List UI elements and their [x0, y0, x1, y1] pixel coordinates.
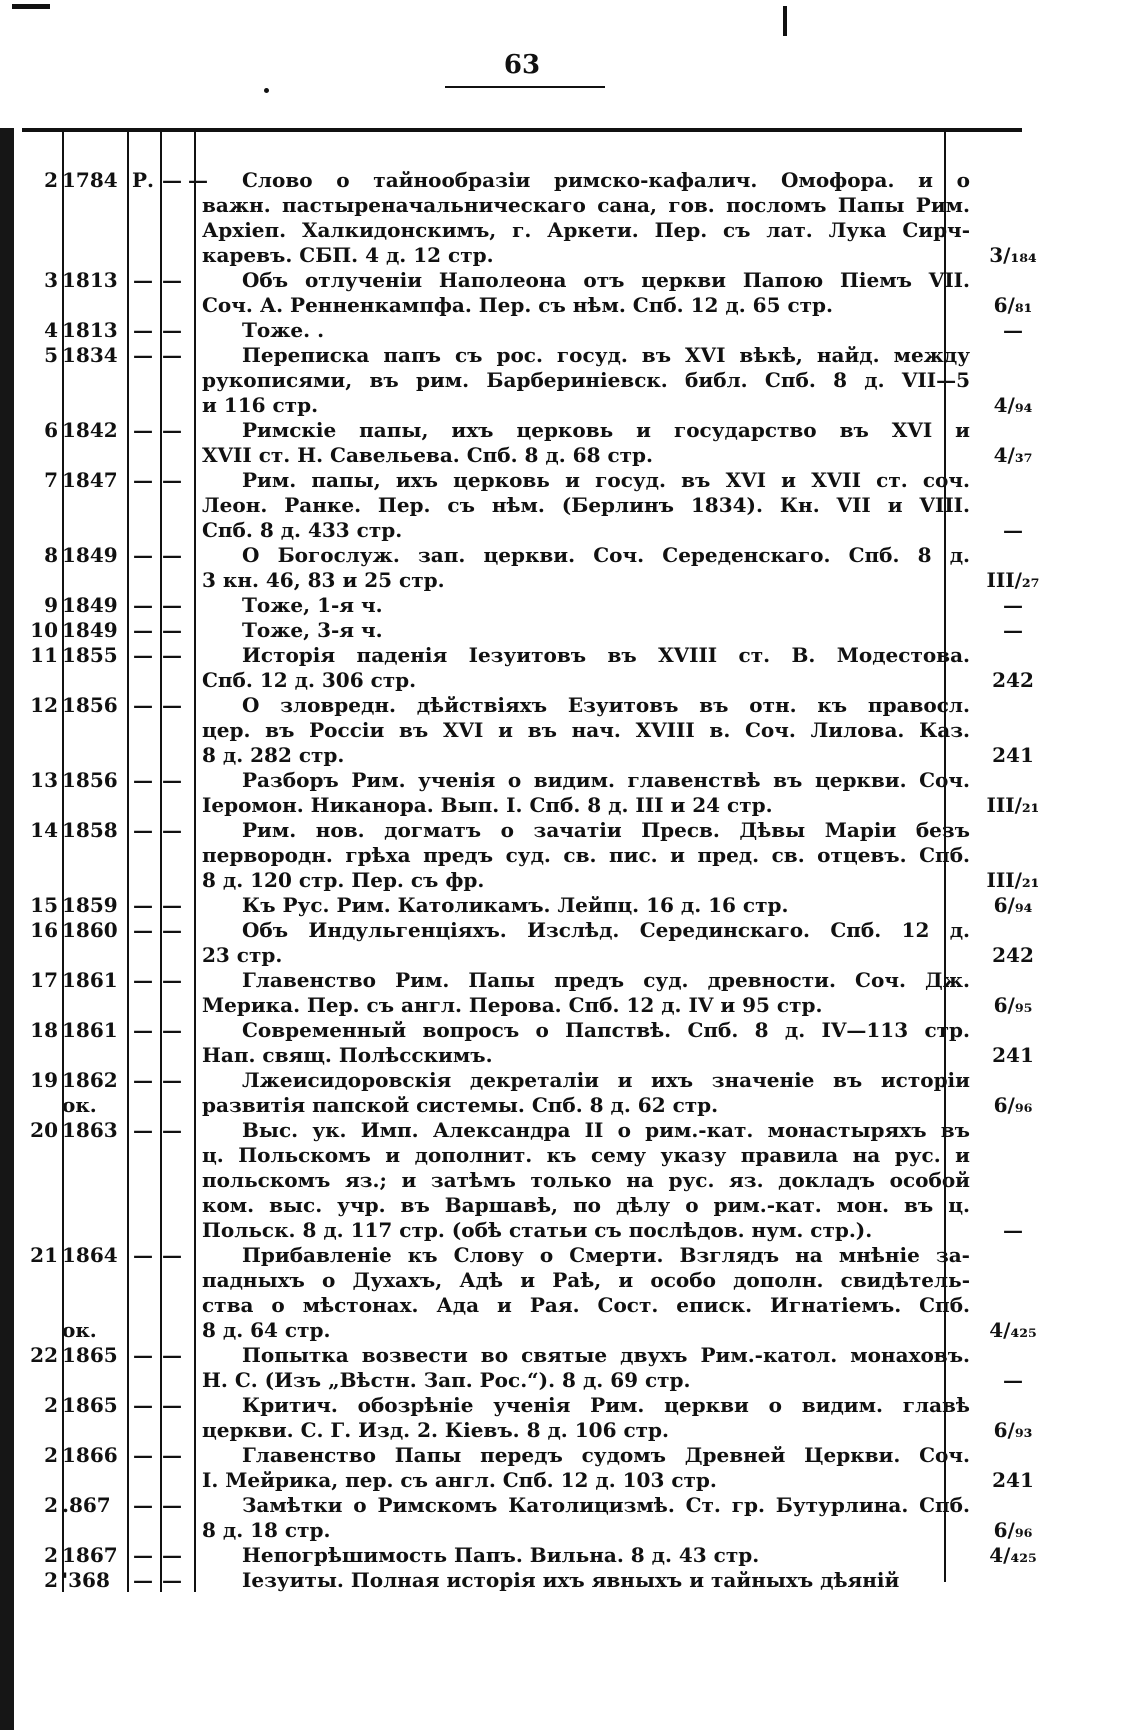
entry-price: 241 [992, 1468, 1034, 1492]
entry-price: — [1003, 593, 1023, 617]
entry-row [30, 343, 1033, 418]
entry-number: 22 [30, 1343, 58, 1367]
scan-speck [12, 4, 50, 9]
entry-price: III/₂₁ [986, 868, 1040, 892]
entry-text-line: Выс. ук. Имп. Александра II о рим.-кат. монастыряхъ въ [242, 1118, 970, 1142]
entry-format: — [133, 918, 153, 942]
entry-number: 19 [30, 1068, 58, 1092]
entry-text-line: О зловредн. дѣйствіяхъ Езуитовъ въ отн. къ правосл. [242, 693, 970, 717]
entry-number: 7 [44, 468, 58, 492]
entry-row [30, 468, 1030, 543]
entry-dash: — [162, 593, 182, 617]
entry-dash: — [162, 918, 182, 942]
entry-row [30, 818, 1040, 893]
entry-year: 1865 [62, 1393, 118, 1417]
entry-format: — [133, 418, 153, 442]
entry-number: 11 [30, 643, 58, 667]
entry-dash: — [162, 418, 182, 442]
entry-dash: — [162, 768, 182, 792]
entry-row [30, 168, 1037, 268]
entry-year: 1861 [62, 968, 118, 992]
entry-text-line: Спб. 8 д. 433 стр. [202, 518, 403, 542]
entry-text-line: церкви. С. Г. Изд. 2. Кіевъ. 8 д. 106 стр. [202, 1418, 669, 1442]
entry-format: — [133, 1068, 153, 1092]
entry-text-line: важн. пастыреначальническаго сана, гов. посломъ Папы Рим. [202, 193, 970, 217]
entry-format: — [133, 543, 153, 567]
entry-row [30, 318, 1030, 343]
entry-year: 1784 [62, 168, 118, 192]
entry-format: — [133, 318, 153, 342]
entry-dash: — [162, 1493, 182, 1517]
entry-text-line: ц. Польскомъ и дополнит. къ сему указу правила на рус. и [202, 1143, 970, 1167]
entry-row [30, 1493, 1033, 1543]
entry-row [30, 1118, 1030, 1243]
entry-dash: — [162, 1243, 182, 1267]
entry-dash: — [162, 618, 182, 642]
entry-dash: — [162, 643, 182, 667]
entry-year: 1859 [62, 893, 118, 917]
entry-format: — [133, 593, 153, 617]
entry-dash: — [162, 1568, 182, 1592]
entry-dash: — [162, 468, 182, 492]
entry-year: 1856 [62, 768, 118, 792]
entry-text-line: падныхъ о Духахъ, Адѣ и Раѣ, и особо дополн. свидѣтель- [202, 1268, 970, 1292]
entry-text-line: ком. выс. учр. въ Варшавѣ, по дѣлу о рим.-кат. мон. въ ц. [202, 1193, 970, 1217]
entry-format: — [133, 893, 153, 917]
entry-row [30, 693, 1034, 768]
entry-row [30, 1343, 1030, 1393]
entry-year: '368 [62, 1568, 110, 1592]
entry-text-line: Критич. обозрѣніе ученія Рим. церкви о видим. главѣ [242, 1393, 970, 1417]
entry-format: Р. [131, 168, 154, 192]
entry-text-line: Непогрѣшимость Папъ. Вильна. 8 д. 43 стр. [242, 1543, 760, 1567]
entry-format: — [133, 468, 153, 492]
entry-text-line: Польск. 8 д. 117 стр. (обѣ статьи съ послѣдов. нум. стр.). [202, 1218, 873, 1242]
entry-year: .867 [62, 1493, 111, 1517]
entry-row [30, 1243, 1037, 1343]
scan-speck [783, 6, 787, 36]
entry-text-line: Разборъ Рим. ученія о видим. главенствѣ въ церкви. Соч. [242, 768, 970, 792]
entry-number: 2 [44, 168, 58, 192]
entry-format: — [133, 618, 153, 642]
entry-text-line: 8 д. 18 стр. [202, 1518, 331, 1542]
entry-dash: — [162, 543, 182, 567]
entry-text-line: цер. въ Россіи въ XVI и въ нач. XVIII в. Соч. Лилова. Каз. [202, 718, 970, 742]
entry-row [30, 418, 1033, 468]
entry-text-line: Тоже, 1-я ч. [242, 593, 383, 617]
entry-row [30, 1068, 1033, 1118]
entry-number: 2 [44, 1543, 58, 1567]
entry-text-line: Попытка возвести во святые двухъ Рим.-катол. монаховъ. [242, 1343, 970, 1367]
entry-format: — [133, 693, 153, 717]
entry-text-line: Переписка папъ съ рос. госуд. въ XVI вѣкѣ, найд. между [242, 343, 970, 367]
entry-price: — [1003, 1218, 1023, 1242]
entry-text-line: Къ Рус. Рим. Католикамъ. Лейпц. 16 д. 16 стр. [242, 893, 789, 917]
entry-text-line: развитія папской системы. Спб. 8 д. 62 стр. [202, 1093, 719, 1117]
entry-format: — [133, 1393, 153, 1417]
entry-dash: — [162, 1393, 182, 1417]
entry-year: 1865 [62, 1343, 118, 1367]
entry-price: — [1003, 518, 1023, 542]
entry-number: 17 [30, 968, 58, 992]
entry-number: 8 [44, 543, 58, 567]
entry-number: 21 [30, 1243, 58, 1267]
entry-format: — [133, 1493, 153, 1517]
entry-number: 3 [44, 268, 58, 292]
entry-row [30, 1543, 1037, 1568]
entry-year: 1855 [62, 643, 118, 667]
entry-price: 4/₃₇ [993, 443, 1033, 467]
entry-text-line: Римскіе папы, ихъ церковь и государство въ XVI и [242, 418, 970, 442]
entry-number: 12 [30, 693, 58, 717]
entry-year: 1813 [62, 318, 118, 342]
entry-number: 2 [44, 1493, 58, 1517]
entry-year: 1847 [62, 468, 118, 492]
entry-price: III/₂₇ [986, 568, 1040, 592]
entry-number: 2 [44, 1443, 58, 1467]
entry-text-line: Леон. Ранке. Пер. съ нѣм. (Берлинъ 1834). Кн. VII и VIII. [202, 493, 970, 517]
entry-row [30, 968, 1033, 1018]
entry-number: 14 [30, 818, 58, 842]
entry-row [30, 618, 1030, 643]
entry-row [30, 1393, 1033, 1443]
entry-year: 1849 [62, 593, 118, 617]
entry-number: 10 [30, 618, 58, 642]
entry-number: 2 [44, 1393, 58, 1417]
entry-format: — [133, 968, 153, 992]
binding-edge [0, 128, 14, 1730]
entry-number: 16 [30, 918, 58, 942]
entry-text-line: Архіеп. Халкидонскимъ, г. Аркети. Пер. съ лат. Лука Сирч- [202, 218, 970, 242]
entry-dash: — [162, 318, 182, 342]
entry-row [30, 543, 1040, 593]
entry-text-line: Исторія паденія Іезуитовъ въ XVIII ст. В. Модестова. [242, 643, 970, 667]
entry-price: 6/₉₆ [993, 1518, 1033, 1542]
entry-text-line: Тоже, 3-я ч. [242, 618, 383, 642]
entry-dash: — [188, 168, 208, 192]
entry-dash: — [162, 343, 182, 367]
entry-dash: — [162, 818, 182, 842]
entry-format: — [133, 1018, 153, 1042]
entry-text-line: Рим. нов. догматъ о зачатіи Пресв. Дѣвы Маріи безъ [242, 818, 970, 842]
entry-year: 1867 [62, 1543, 118, 1567]
entry-row [30, 593, 1030, 618]
entry-price: 4/₄₂₅ [989, 1543, 1037, 1567]
entry-price: 6/₈₁ [993, 293, 1033, 317]
entry-year: 1842 [62, 418, 118, 442]
entry-dash: — [162, 1543, 182, 1567]
entry-dash: — [162, 1443, 182, 1467]
entry-text-line: Объ отлученіи Наполеона отъ церкви Папою Піемъ VII. [242, 268, 970, 292]
entry-text-line: Н. С. (Изъ „Вѣстн. Зап. Рос.“). 8 д. 69 стр. [202, 1368, 691, 1392]
entry-row [30, 1018, 1034, 1068]
entry-year: 1862 [62, 1068, 118, 1092]
entry-dash: — [162, 693, 182, 717]
entry-year: 1860 [62, 918, 118, 942]
entry-text-line: Лжеисидоровскія декреталіи и ихъ значеніе въ исторіи [242, 1068, 970, 1092]
entry-text-line: каревъ. СБП. 4 д. 12 стр. [202, 243, 494, 267]
entry-dash: — [162, 1068, 182, 1092]
entry-text-line: Главенство Рим. Папы предъ суд. древности. Соч. Дж. [242, 968, 970, 992]
entry-year: 1861 [62, 1018, 118, 1042]
entry-text-line: 8 д. 282 стр. [202, 743, 345, 767]
entry-format: — [133, 343, 153, 367]
entry-price: 4/₉₄ [993, 393, 1033, 417]
entry-text-line: 23 стр. [202, 943, 283, 967]
entry-text-line: Слово о тайнообразіи римско-кафалич. Омофора. и о [242, 168, 970, 192]
entry-price: — [1003, 318, 1023, 342]
entry-row [30, 643, 1034, 693]
entry-text-line: Главенство Папы передъ судомъ Древней Церкви. Соч. [242, 1443, 970, 1467]
entry-text-line: 3 кн. 46, 83 и 25 стр. [202, 568, 445, 592]
entry-year: 1849 [62, 618, 118, 642]
entry-text-line: XVII ст. Н. Савельева. Спб. 8 д. 68 стр. [202, 443, 653, 467]
entry-year: 1856 [62, 693, 118, 717]
entry-price: 241 [992, 743, 1034, 767]
entry-text-line: Соч. А. Ренненкампфа. Пер. съ нѣм. Спб. 12 д. 65 стр. [202, 293, 833, 317]
entry-format: — [133, 643, 153, 667]
entry-year-note: ок. [62, 1318, 97, 1342]
entry-number: 13 [30, 768, 58, 792]
entry-dash: — [162, 1343, 182, 1367]
entry-text-line: Замѣтки о Римскомъ Католицизмѣ. Ст. гр. Бутурлина. Спб. [242, 1493, 970, 1517]
entry-price: 4/₄₂₅ [989, 1318, 1037, 1342]
entry-text-line: Іеромон. Никанора. Вып. I. Спб. 8 д. III и 24 стр. [202, 793, 773, 817]
entry-text-line: Рим. папы, ихъ церковь и госуд. въ XVI и XVII ст. соч. [242, 468, 970, 492]
entry-year: 1863 [62, 1118, 118, 1142]
entry-text-line: Современный вопросъ о Папствѣ. Спб. 8 д. IV—113 стр. [242, 1018, 970, 1042]
scan-speck [264, 88, 269, 93]
entry-number: 9 [44, 593, 58, 617]
entry-number: 20 [30, 1118, 58, 1142]
table-top-rule [22, 128, 1022, 132]
page-number-rule [445, 86, 605, 88]
entry-dash: — [162, 268, 182, 292]
entry-text-line: Объ Индульгенціяхъ. Изслѣд. Серединскаго. Спб. 12 д. [242, 918, 970, 942]
entry-price: 6/₉₃ [993, 1418, 1033, 1442]
entry-dash: — [162, 168, 182, 192]
entry-year: 1858 [62, 818, 118, 842]
entry-text-line: Прибавленіе къ Слову о Смерти. Взглядъ на мнѣніе за- [242, 1243, 970, 1267]
entry-row [30, 918, 1034, 968]
entry-dash: — [162, 1018, 182, 1042]
entry-price: 242 [992, 943, 1034, 967]
entry-price: — [1003, 1368, 1023, 1392]
entry-text-line: I. Мейрика, пер. съ англ. Спб. 12 д. 103 стр. [202, 1468, 717, 1492]
entry-text-line: О Богослуж. зап. церкви. Соч. Середенскаго. Спб. 8 д. [242, 543, 970, 567]
entry-year: 1834 [62, 343, 118, 367]
entry-row [30, 268, 1033, 318]
entry-format: — [133, 268, 153, 292]
entry-number: 4 [44, 318, 58, 342]
entry-price: III/₂₁ [986, 793, 1040, 817]
entry-format: — [133, 1118, 153, 1142]
entry-dash: — [162, 968, 182, 992]
entry-text-line: рукописями, въ рим. Барберинiевск. библ. Спб. 8 д. VII—5 [202, 368, 970, 392]
entry-text-line: 8 д. 120 стр. Пер. съ фр. [202, 868, 485, 892]
entry-format: — [133, 768, 153, 792]
page-number: 63 [503, 50, 541, 80]
entry-dash: — [162, 893, 182, 917]
entry-price: 241 [992, 1043, 1034, 1067]
entry-text-line: польскомъ яз.; и затѣмъ только на рус. яз. докладъ особой [202, 1168, 970, 1192]
entry-format: — [133, 1243, 153, 1267]
entry-number: 5 [44, 343, 58, 367]
entry-text-line: Тоже. . [242, 318, 325, 342]
entry-number: 18 [30, 1018, 58, 1042]
entry-format: — [133, 818, 153, 842]
entry-format: — [133, 1443, 153, 1467]
entry-price: 242 [992, 668, 1034, 692]
entry-number: 2 [44, 1568, 58, 1592]
entry-text-line: Нап. свящ. Полѣсскимъ. [202, 1043, 493, 1067]
entry-year-note: ок. [62, 1093, 97, 1117]
entry-price: 6/₉₄ [993, 893, 1033, 917]
entry-dash: — [162, 1118, 182, 1142]
entry-text-line: 8 д. 64 стр. [202, 1318, 331, 1342]
entry-price: 6/₉₅ [993, 993, 1033, 1017]
entry-year: 1849 [62, 543, 118, 567]
catalogue-table [30, 168, 1040, 1593]
entry-row [30, 768, 1040, 818]
entry-price: 3/₁₈₄ [989, 243, 1037, 267]
entry-number: 6 [44, 418, 58, 442]
entry-format: — [133, 1568, 153, 1592]
entry-price: 6/₉₆ [993, 1093, 1033, 1117]
entry-text-line: первородн. грѣха предъ суд. св. пис. и пред. св. отцевъ. Спб. [202, 843, 970, 867]
entry-row [30, 893, 1033, 918]
entry-row [30, 1443, 1034, 1493]
entry-text-line: Спб. 12 д. 306 стр. [202, 668, 417, 692]
entry-text-line: и 116 стр. [202, 393, 319, 417]
entry-year: 1866 [62, 1443, 118, 1467]
entry-text-line: ства о мѣстонах. Ада и Рая. Сост. еписк. Игнатіемъ. Спб. [202, 1293, 970, 1317]
entry-number: 15 [30, 893, 58, 917]
entry-price: — [1003, 618, 1023, 642]
entry-year: 1864 [62, 1243, 118, 1267]
entry-format: — [133, 1343, 153, 1367]
entry-format: — [133, 1543, 153, 1567]
entry-year: 1813 [62, 268, 118, 292]
entry-row [30, 1568, 1030, 1593]
entry-text-line: Іезуиты. Полная исторія ихъ явныхъ и тайныхъ дѣяній [242, 1568, 900, 1592]
entry-text-line: Мерика. Пер. съ англ. Перова. Спб. 12 д. IV и 95 стр. [202, 993, 823, 1017]
